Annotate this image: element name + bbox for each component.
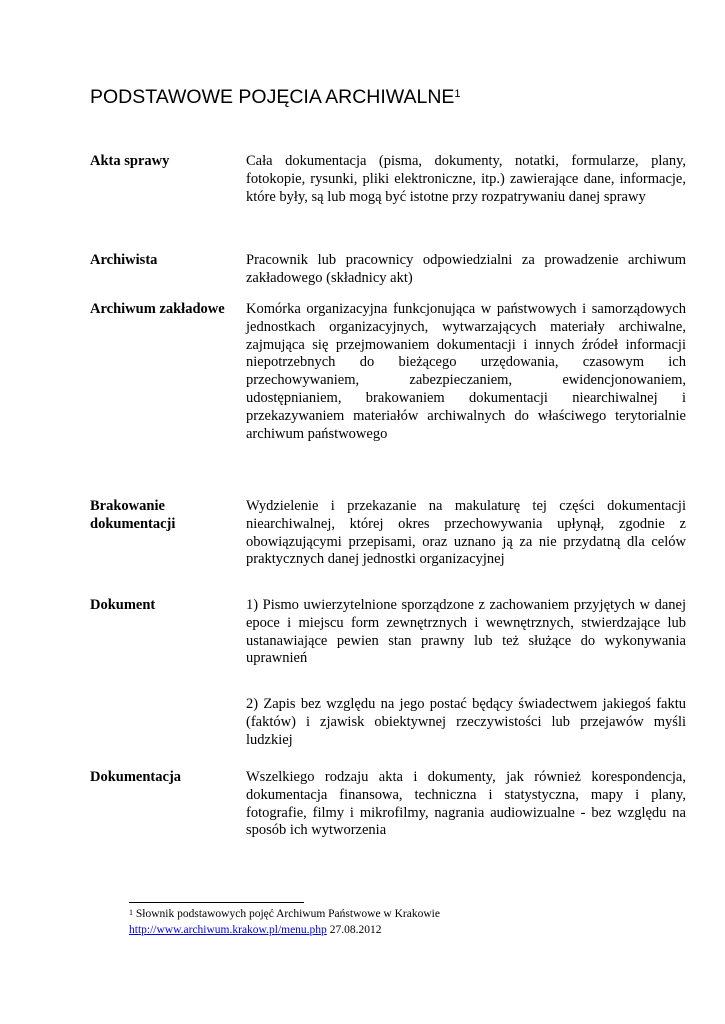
footnote-date: 27.08.2012 [329,924,382,936]
definition-brakowanie-dokumentacji: Wydzielenie i przekazanie na makulaturę tej części dokumentacji niearchiwalnej, której okres przechowywania upłynął, zgodnie z obowiązującymi przepisami, oraz uznano ją za nie przydatną dla celów praktycznych danej jednostki organizacyjnej [246,498,686,568]
term-brakowanie-dokumentacji: Brakowanie dokumentacji [90,498,176,532]
footnote-number: 1 [129,908,133,917]
term-archiwum-zakladowe: Archiwum zakładowe [90,301,225,317]
definition-dokumentacja: Wszelkiego rodzaju akta i dokumenty, jak również korespondencja, dokumentacja finansowa, techniczna i statystyczna, mapy i plany, fotografie, filmy i mikrofilmy, nagrania audiowizualne - bez względu na sposób ich wytworzenia [246,769,686,839]
definition-akta-sprawy: Cała dokumentacja (pisma, dokumenty, notatki, formularze, plany, fotokopie, rysunki, pliki elektroniczne, itp.) zawierające dane, informacje, które były, są lub mogą być istotne przy rozpatrywaniu danej sprawy [246,153,686,205]
definition-dokument-1: 1) Pismo uwierzytelnione sporządzone z zachowaniem przyjętych w danej epoce i miejscu form zewnętrznych i wewnętrznych, stwierdzające lub ustanawiające pewien stan prawny lub też służące do wykonywania uprawnień [246,597,686,667]
definition-archiwum-zakladowe: Komórka organizacyjna funkcjonująca w państwowych i samorządowych jednostkach organizacyjnych, wytwarzających materiały archiwalne, zajmująca się przejmowaniem dokumentacji i innych źródeł informacji niepotrzebnych do bieżącego urzędowania, czasowym ich przechowywaniem, zabezpieczaniem, ewidencjonowaniem, udostępnianiem, brakowaniem dokumentacji niearchiwalnej i przekazywaniem materiałów archiwalnych do właściwego terytorialnie archiwum państwowego [246,301,686,442]
term-dokument: Dokument [90,597,156,613]
footnote-line-1 [129,906,440,922]
definition-dokument-2: 2) Zapis bez względu na jego postać będący świadectwem jakiegoś faktu (faktów) i zjawisk obiektywnej rzeczywistości lub przejawów myśli ludzkiej [246,696,686,748]
footnote [129,906,440,938]
term-dokumentacja: Dokumentacja [90,769,182,785]
footnote-link[interactable]: http://www.archiwum.krakow.pl/menu.php [129,924,327,936]
footnote-separator [129,902,304,903]
definition-archiwista: Pracownik lub pracownicy odpowiedzialni za prowadzenie archiwum zakładowego (składnicy akt) [246,252,686,286]
term-archiwista: Archiwista [90,252,158,268]
footnote-ref: 1 [454,88,461,100]
term-akta-sprawy: Akta sprawy [90,153,170,169]
footnote-text: Słownik podstawowych pojęć Archiwum Państwowe w Krakowie [135,908,440,920]
footnote-line-2 [129,922,440,938]
page-title-text: PODSTAWOWE POJĘCIA ARCHIWALNE [90,86,455,108]
page-title [90,84,461,110]
